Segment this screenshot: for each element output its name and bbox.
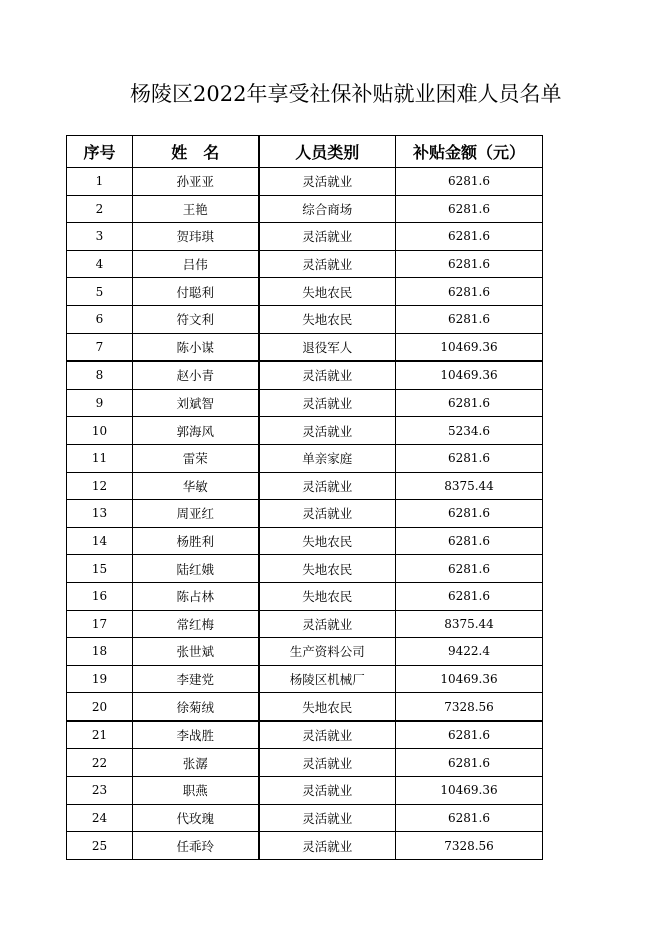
cell-amount: 6281.6 — [396, 195, 543, 223]
cell-name: 职燕 — [133, 777, 259, 805]
cell-amount: 9422.4 — [396, 638, 543, 666]
cell-name: 李建党 — [133, 665, 259, 693]
cell-index: 6 — [67, 305, 133, 333]
cell-category: 灵活就业 — [259, 721, 396, 749]
cell-index: 22 — [67, 749, 133, 777]
cell-amount: 6281.6 — [396, 749, 543, 777]
cell-category: 失地农民 — [259, 693, 396, 721]
cell-name: 周亚红 — [133, 500, 259, 528]
table-row — [67, 749, 543, 777]
cell-category: 灵活就业 — [259, 500, 396, 528]
table-row — [67, 832, 543, 860]
table-row — [67, 168, 543, 196]
table-row — [67, 223, 543, 251]
cell-index: 7 — [67, 333, 133, 361]
table-row — [67, 693, 543, 721]
table-row — [67, 472, 543, 500]
cell-name: 陈占林 — [133, 582, 259, 610]
cell-amount: 6281.6 — [396, 444, 543, 472]
table-body — [67, 168, 543, 860]
cell-category: 失地农民 — [259, 278, 396, 306]
cell-category: 杨陵区机械厂 — [259, 665, 396, 693]
table-row — [67, 638, 543, 666]
table-row — [67, 278, 543, 306]
cell-index: 4 — [67, 250, 133, 278]
header-index: 序号 — [67, 136, 133, 168]
cell-index: 20 — [67, 693, 133, 721]
cell-amount: 6281.6 — [396, 555, 543, 583]
cell-category: 灵活就业 — [259, 472, 396, 500]
cell-category: 灵活就业 — [259, 417, 396, 445]
table-row — [67, 500, 543, 528]
cell-amount: 7328.56 — [396, 693, 543, 721]
cell-category: 灵活就业 — [259, 804, 396, 832]
cell-index: 17 — [67, 610, 133, 638]
cell-category: 单亲家庭 — [259, 444, 396, 472]
cell-name: 李战胜 — [133, 721, 259, 749]
cell-name: 贺玮琪 — [133, 223, 259, 251]
cell-name: 雷荣 — [133, 444, 259, 472]
table-row — [67, 582, 543, 610]
table-row — [67, 250, 543, 278]
cell-amount: 6281.6 — [396, 168, 543, 196]
cell-index: 1 — [67, 168, 133, 196]
header-name: 姓 名 — [133, 136, 259, 168]
cell-index: 11 — [67, 444, 133, 472]
subsidy-table — [66, 135, 543, 860]
cell-category: 退役军人 — [259, 333, 396, 361]
cell-index: 2 — [67, 195, 133, 223]
cell-category: 失地农民 — [259, 555, 396, 583]
cell-amount: 6281.6 — [396, 223, 543, 251]
cell-name: 吕伟 — [133, 250, 259, 278]
table-row — [67, 444, 543, 472]
cell-name: 任乖玲 — [133, 832, 259, 860]
cell-amount: 10469.36 — [396, 665, 543, 693]
cell-amount: 6281.6 — [396, 250, 543, 278]
cell-index: 13 — [67, 500, 133, 528]
page-title: 杨陵区2022年享受社保补贴就业困难人员名单 — [130, 82, 562, 106]
table-row — [67, 417, 543, 445]
cell-category: 灵活就业 — [259, 361, 396, 389]
cell-index: 19 — [67, 665, 133, 693]
cell-category: 灵活就业 — [259, 250, 396, 278]
cell-name: 孙亚亚 — [133, 168, 259, 196]
table-row — [67, 665, 543, 693]
cell-amount: 6281.6 — [396, 389, 543, 417]
cell-name: 徐菊绒 — [133, 693, 259, 721]
header-amount: 补贴金额（元） — [396, 136, 543, 168]
cell-amount: 10469.36 — [396, 333, 543, 361]
cell-category: 灵活就业 — [259, 610, 396, 638]
table-row — [67, 305, 543, 333]
cell-amount: 8375.44 — [396, 610, 543, 638]
cell-category: 灵活就业 — [259, 832, 396, 860]
table-row — [67, 804, 543, 832]
cell-amount: 6281.6 — [396, 278, 543, 306]
table-row — [67, 777, 543, 805]
cell-category: 生产资料公司 — [259, 638, 396, 666]
cell-name: 陈小谋 — [133, 333, 259, 361]
cell-index: 25 — [67, 832, 133, 860]
table-header-row — [67, 136, 543, 168]
cell-category: 灵活就业 — [259, 223, 396, 251]
table-row — [67, 721, 543, 749]
cell-category: 灵活就业 — [259, 749, 396, 777]
cell-amount: 6281.6 — [396, 305, 543, 333]
cell-amount: 10469.36 — [396, 777, 543, 805]
cell-index: 23 — [67, 777, 133, 805]
cell-index: 14 — [67, 527, 133, 555]
cell-amount: 6281.6 — [396, 721, 543, 749]
cell-index: 5 — [67, 278, 133, 306]
cell-name: 陆红娥 — [133, 555, 259, 583]
table-row — [67, 610, 543, 638]
table-row — [67, 333, 543, 361]
cell-name: 常红梅 — [133, 610, 259, 638]
cell-index: 12 — [67, 472, 133, 500]
cell-index: 15 — [67, 555, 133, 583]
table-row — [67, 195, 543, 223]
cell-amount: 7328.56 — [396, 832, 543, 860]
cell-category: 灵活就业 — [259, 168, 396, 196]
cell-name: 付聪利 — [133, 278, 259, 306]
cell-index: 16 — [67, 582, 133, 610]
table-row — [67, 527, 543, 555]
cell-category: 灵活就业 — [259, 777, 396, 805]
cell-index: 10 — [67, 417, 133, 445]
cell-index: 9 — [67, 389, 133, 417]
cell-amount: 6281.6 — [396, 527, 543, 555]
cell-index: 3 — [67, 223, 133, 251]
cell-name: 赵小青 — [133, 361, 259, 389]
cell-category: 灵活就业 — [259, 389, 396, 417]
table-row — [67, 389, 543, 417]
table-row — [67, 555, 543, 583]
table-row — [67, 361, 543, 389]
cell-amount: 8375.44 — [396, 472, 543, 500]
cell-amount: 6281.6 — [396, 582, 543, 610]
cell-amount: 10469.36 — [396, 361, 543, 389]
cell-category: 失地农民 — [259, 527, 396, 555]
cell-index: 8 — [67, 361, 133, 389]
cell-name: 符文利 — [133, 305, 259, 333]
cell-amount: 5234.6 — [396, 417, 543, 445]
cell-name: 郭海风 — [133, 417, 259, 445]
cell-amount: 6281.6 — [396, 804, 543, 832]
cell-category: 综合商场 — [259, 195, 396, 223]
cell-amount: 6281.6 — [396, 500, 543, 528]
cell-name: 杨胜利 — [133, 527, 259, 555]
cell-category: 失地农民 — [259, 582, 396, 610]
cell-index: 24 — [67, 804, 133, 832]
cell-name: 代玫瑰 — [133, 804, 259, 832]
header-category: 人员类别 — [259, 136, 396, 168]
cell-name: 刘斌智 — [133, 389, 259, 417]
cell-category: 失地农民 — [259, 305, 396, 333]
cell-name: 张世斌 — [133, 638, 259, 666]
cell-name: 张潺 — [133, 749, 259, 777]
cell-name: 王艳 — [133, 195, 259, 223]
cell-name: 华敏 — [133, 472, 259, 500]
cell-index: 21 — [67, 721, 133, 749]
cell-index: 18 — [67, 638, 133, 666]
